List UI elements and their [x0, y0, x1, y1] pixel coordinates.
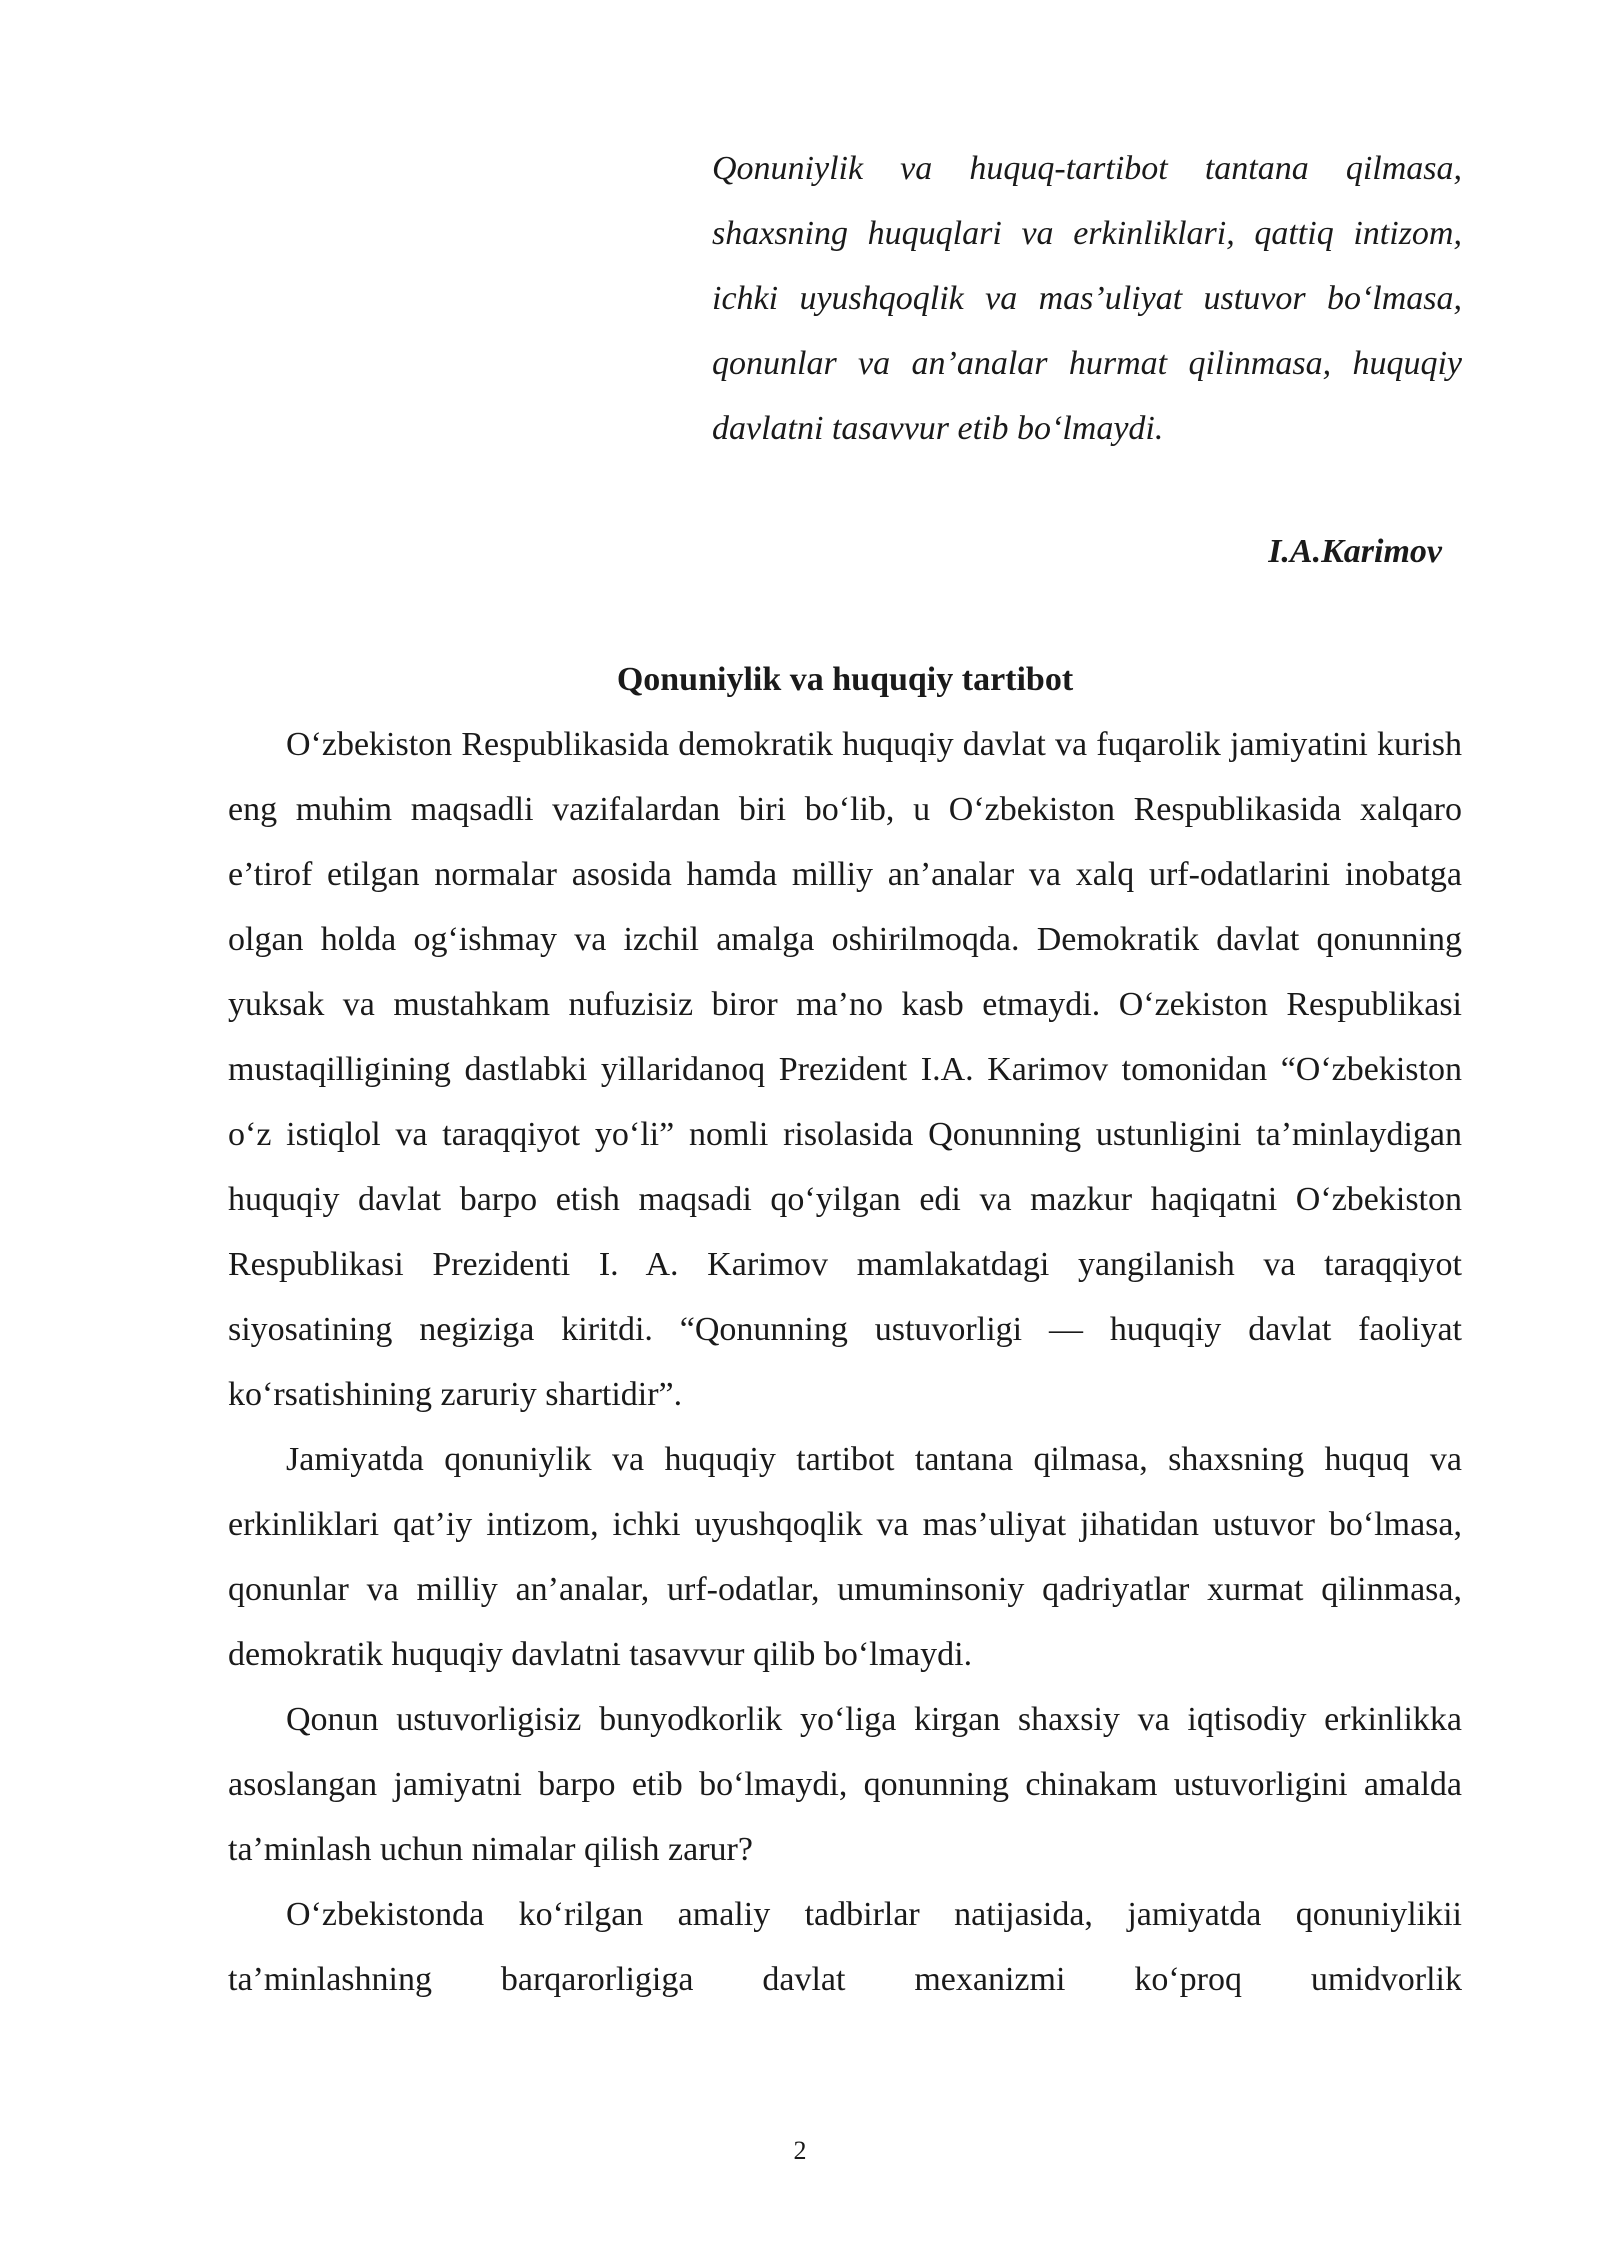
paragraph: Qonun ustuvorligisiz bunyodkorlik yo‘liga kirgan shaxsiy va iqtisodiy erkinlikka asoslangan jamiyatni barpo etib bo‘lmaydi, qonunning chinakam ustuvorligini amalda ta’minlash uchun nimalar qilish zarur? [228, 1701, 1462, 1868]
paragraph: O‘zbekiston Respublikasida demokratik huquqiy davlat va fuqarolik jamiyatini kurish eng muhim maqsadli vazifalardan biri bo‘lib, u O‘zbekiston Respublikasida xalqaro e’tirof etilgan normalar asosida hamda milliy an’analar va xalq urf-odatlarini inobatga olgan holda og‘ishmay va izchil amalga oshirilmoqda. Demokratik davlat qonunning yuksak va mustahkam nufuzisiz biror ma’no kasb etmaydi. O‘zekiston Respublikasi mustaqilligining dastlabki yillaridanoq Prezident I.A. Karimov tomonidan “O‘zbekiston o‘z istiqlol va taraqqiyot yo‘li” nomli risolasida Qonunning ustunligini ta’minlaydigan huquqiy davlat barpo etish maqsadi qo‘yilgan edi va mazkur haqiqatni O‘zbekiston Respublikasi Prezidenti I. A. Karimov mamlakatdagi yangilanish va taraqqiyot siyosatining negiziga kiritdi. “Qonunning ustuvorligi — huquqiy davlat faoliyat ko‘rsatishining zaruriy shartidir”. [228, 726, 1462, 1413]
epigraph [712, 136, 1462, 461]
page-number: 2 [793, 2136, 807, 2165]
epigraph-text: Qonuniylik va huquq-tartibot tantana qilmasa, shaxsning huquqlari va erkinliklari, qattiq intizom, ichki uyushqoqlik va mas’uliyat ustuvor bo‘lmasa, qonunlar va an’analar hurmat qilinmasa, huquqiy davlatni tasavvur etib bo‘lmaydi. [712, 150, 1462, 447]
paragraph: O‘zbekistonda ko‘rilgan amaliy tadbirlar natijasida, jamiyatda qonuniylikii ta’minlashning barqarorligiga davlat mexanizmi ko‘proq umidvorlik [228, 1896, 1462, 1998]
section-body [228, 712, 1462, 2012]
paragraph: Jamiyatda qonuniylik va huquqiy tartibot tantana qilmasa, shaxsning huquq va erkinliklari qat’iy intizom, ichki uyushqoqlik va mas’uliyat jihatidan ustuvor bo‘lmasa, qonunlar va milliy an’analar, urf-odatlar, umuminsoniy qadriyatlar xurmat qilinmasa, demokratik huquqiy davlatni tasavvur qilib bo‘lmaydi. [228, 1441, 1462, 1673]
epigraph-author: I.A.Karimov [1268, 533, 1442, 570]
section-title: Qonuniylik va huquqiy tartibot [616, 661, 1074, 698]
